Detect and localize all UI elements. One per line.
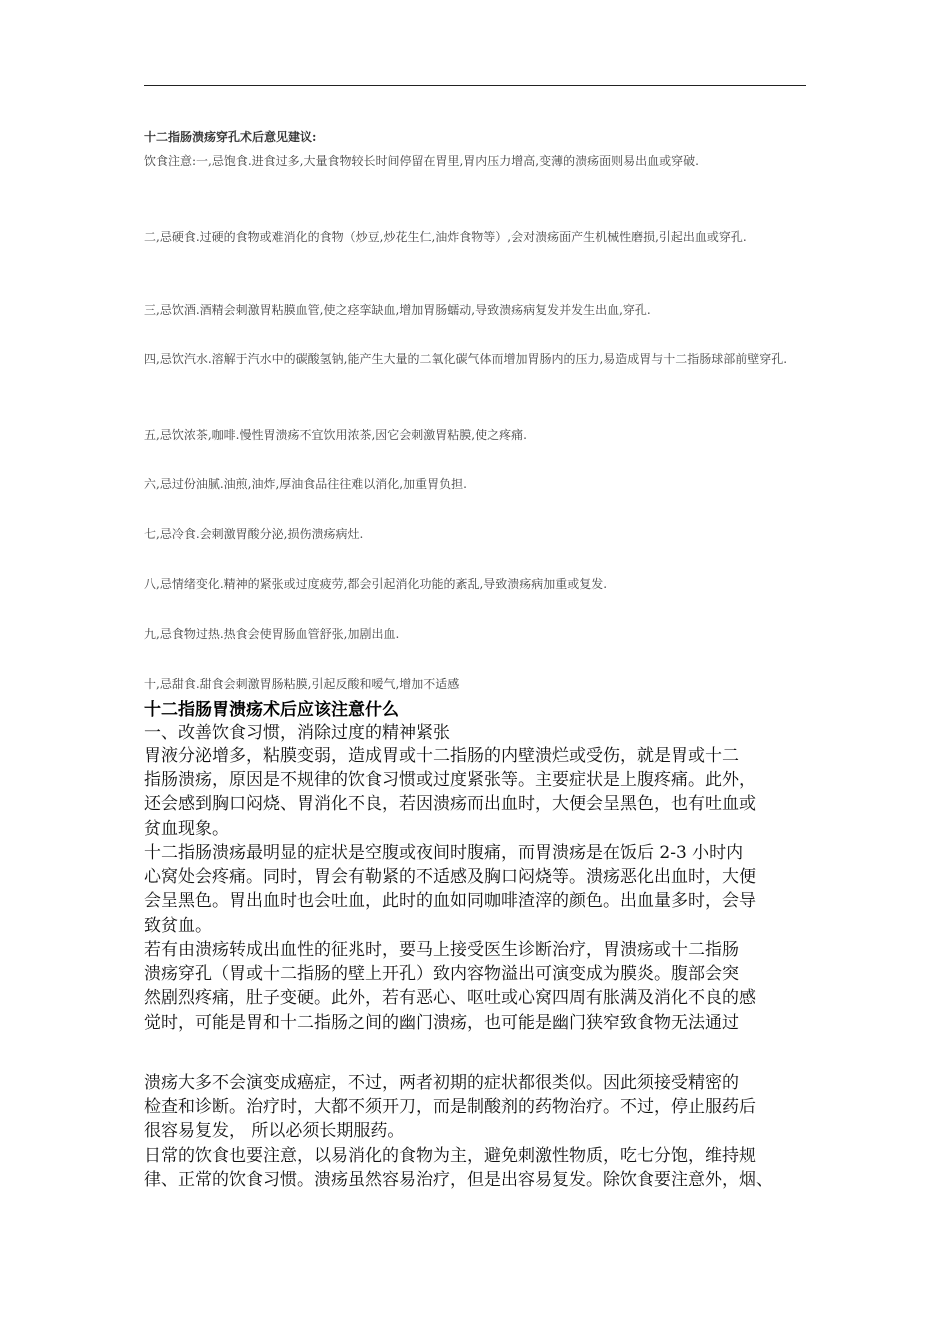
text-line: 溃疡大多不会演变成癌症，不过，两者初期的症状都很类似。因此须接受精密的 (144, 1073, 739, 1093)
body-paragraph-4 (144, 1071, 810, 1144)
text-line: 胃液分泌增多，粘膜变弱，造成胃或十二指肠的内壁溃烂或受伤，就是胃或十二 (144, 746, 739, 766)
paragraph-6: 六,忌过份油腻.油煎,油炸,厚油食品往往难以消化,加重胃负担. (144, 477, 467, 491)
paragraph-1: 饮食注意:一,忌饱食.进食过多,大量食物较长时间停留在胃里,胃内压力增高,变薄的溃疡面则易出血或穿破. (144, 154, 699, 168)
text-line: 检查和诊断。治疗时，大都不须开刀，而是制酸剂的药物治疗。不过，停止服药后 (144, 1097, 756, 1118)
body-paragraph-2 (144, 841, 810, 938)
text-line: 心窝处会疼痛。同时，胃会有勒紧的不适感及胸口闷烧等。溃疡恶化出血时，大便 (144, 867, 756, 888)
text-line: 若有由溃疡转成出血性的征兆时，要马上接受医生诊断治疗，胃溃疡或十二指肠 (144, 940, 739, 960)
paragraph-8: 八,忌情绪变化.精神的紧张或过度疲劳,都会引起消化功能的紊乱,导致溃疡病加重或复发. (144, 577, 608, 591)
body-paragraph-3 (144, 938, 810, 1035)
text-line: 日常的饮食也要注意，以易消化的食物为主，避免刺激性物质，吃七分饱，维持规 (144, 1146, 756, 1166)
body-paragraph-5 (144, 1144, 810, 1192)
section2-subtitle: 一、改善饮食习惯，消除过度的精神紧张 (144, 723, 450, 743)
paragraph-4: 四,忌饮汽水.溶解于汽水中的碳酸氢钠,能产生大量的二氧化碳气体而增加胃肠内的压力,易造成胃与十二指肠球部前壁穿孔. (144, 352, 788, 366)
paragraph-10: 十,忌甜食.甜食会刺激胃肠粘膜,引起反酸和嗳气,增加不适感 (144, 677, 460, 691)
text-line: 律、正常的饮食习惯。溃疡虽然容易治疗，但是出容易复发。除饮食要注意外，烟、 (144, 1170, 773, 1191)
section1-title: 十二指肠溃疡穿孔术后意见建议: (144, 130, 317, 144)
text-line: 很容易复发， 所以必须长期服药。 (144, 1121, 405, 1142)
text-line: 指肠溃疡，原因是不规律的饮食习惯或过度紧张等。主要症状是上腹疼痛。此外， (144, 770, 756, 791)
paragraph-2: 二,忌硬食.过硬的食物或难消化的食物（炒豆,炒花生仁,油炸食物等）,会对溃疡面产生机械性磨损,引起出血或穿孔. (144, 230, 747, 244)
text-line: 会呈黑色。胃出血时也会吐血，此时的血如同咖啡渣滓的颜色。出血量多时，会导 (144, 891, 756, 912)
text-line: 溃疡穿孔（胃或十二指肠的壁上开孔）致内容物溢出可演变成为膜炎。腹部会突 (144, 964, 739, 985)
text-line: 然剧烈疼痛，肚子变硬。此外，若有恶心、呕吐或心窝四周有胀满及消化不良的感 (144, 988, 756, 1009)
text-line: 还会感到胸口闷烧、胃消化不良，若因溃疡而出血时，大便会呈黑色，也有吐血或 (144, 794, 756, 815)
text-line: 致贫血。 (144, 915, 212, 936)
section2-title: 十二指肠胃溃疡术后应该注意什么 (144, 700, 399, 720)
text-line: 贫血现象。 (144, 818, 229, 839)
text-line: 十二指肠溃疡最明显的症状是空腹或夜间时腹痛，而胃溃疡是在饭后 2-3 小时内 (144, 843, 744, 863)
paragraph-9: 九,忌食物过热.热食会使胃肠血管舒张,加剧出血. (144, 627, 400, 641)
paragraph-5: 五,忌饮浓茶,咖啡.慢性胃溃疡不宜饮用浓茶,因它会刺激胃粘膜,使之疼痛. (144, 428, 527, 442)
text-line: 觉时，可能是胃和十二指肠之间的幽门溃疡，也可能是幽门狭窄致食物无法通过 (144, 1012, 739, 1033)
body-paragraph-1 (144, 744, 810, 841)
paragraph-7: 七,忌冷食.会刺激胃酸分泌,损伤溃疡病灶. (144, 527, 364, 541)
header-rule (144, 85, 806, 86)
paragraph-3: 三,忌饮酒.酒精会刺激胃粘膜血管,使之痉挛缺血,增加胃肠蠕动,导致溃疡病复发并发生出血,穿孔. (144, 303, 651, 317)
